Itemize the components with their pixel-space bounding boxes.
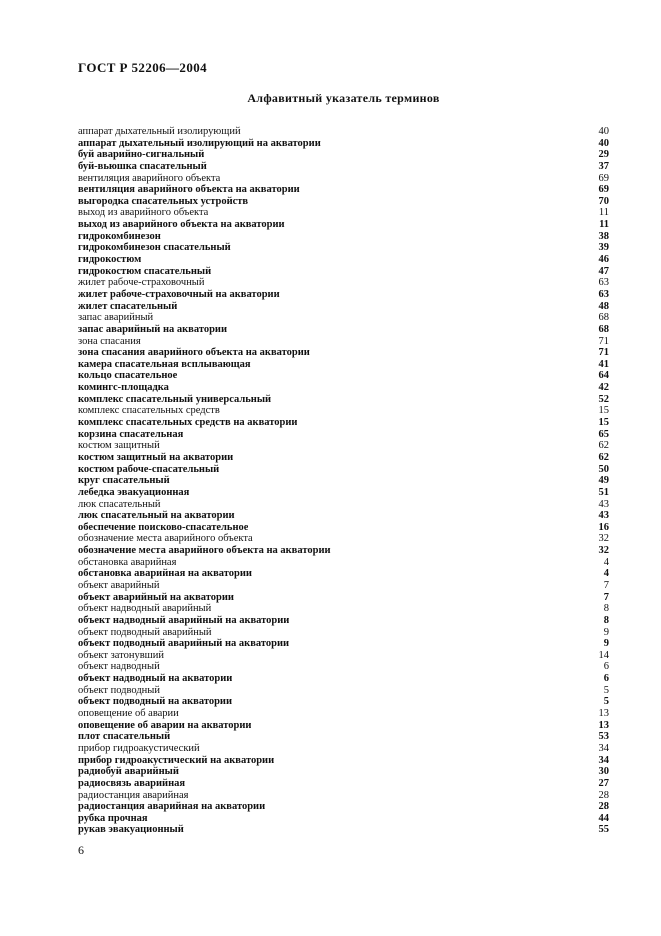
index-page-number: 62 — [598, 440, 609, 452]
index-entry-row — [78, 743, 609, 755]
index-term: обстановка аварийная на акватории — [78, 568, 252, 580]
index-term: объект аварийный — [78, 579, 160, 591]
index-entry-row — [78, 813, 609, 825]
index-page-number: 68 — [598, 312, 609, 324]
index-term: вентиляция аварийного объекта — [78, 172, 221, 184]
index-page-number: 69 — [598, 184, 609, 196]
index-term: прибор гидроакустический — [78, 742, 200, 754]
index-page-number: 52 — [598, 393, 609, 405]
index-term: радиобуй аварийный — [78, 766, 179, 778]
index-term: костюм рабоче-спасательный — [78, 463, 220, 475]
index-entry-row — [78, 301, 609, 313]
index-page-number: 46 — [598, 254, 609, 266]
index-entry-row — [78, 196, 609, 208]
index-page-number: 28 — [598, 789, 609, 801]
index-entry-row — [78, 312, 609, 324]
index-term: рукав эвакуационный — [78, 824, 184, 836]
index-page-number: 29 — [598, 149, 609, 161]
index-term: жилет спасательный — [78, 300, 178, 312]
index-page-number: 4 — [603, 556, 609, 568]
index-term: камера спасательная всплывающая — [78, 358, 251, 370]
index-page-number: 71 — [598, 347, 609, 359]
index-entry-row — [78, 289, 609, 301]
index-term: прибор гидроакустический на акватории — [78, 754, 275, 766]
index-entry-row — [78, 242, 609, 254]
index-entry-row — [78, 347, 609, 359]
index-term: оповещение об аварии — [78, 708, 179, 720]
index-page-number: 11 — [599, 219, 609, 231]
index-term: люк спасательный — [78, 498, 161, 510]
index-entry-row — [78, 126, 609, 138]
index-term: объект затонувший — [78, 649, 164, 661]
index-entry-row — [78, 568, 609, 580]
index-entry-row — [78, 266, 609, 278]
index-entry-row — [78, 138, 609, 150]
index-page-number: 38 — [598, 230, 609, 242]
index-entry-row — [78, 790, 609, 802]
index-term: жилет рабоче-страховочный — [78, 277, 205, 289]
index-term: гидрокостюм спасательный — [78, 265, 212, 277]
index-term: объект подводный аварийный на акватории — [78, 638, 290, 650]
index-term: объект подводный на акватории — [78, 696, 233, 708]
index-entry-row — [78, 661, 609, 673]
index-page-number: 32 — [598, 533, 609, 545]
index-entry-row — [78, 429, 609, 441]
index-entry-row — [78, 277, 609, 289]
index-term: буй аварийно-сигнальный — [78, 149, 205, 161]
index-page-number: 50 — [598, 463, 609, 475]
index-entry-row — [78, 487, 609, 499]
index-page-number: 43 — [598, 510, 609, 522]
index-page-number: 7 — [603, 579, 609, 591]
index-entry-row — [78, 499, 609, 511]
index-term: корзина спасательная — [78, 428, 184, 440]
index-entry-row — [78, 557, 609, 569]
index-term: объект аварийный на акватории — [78, 591, 234, 603]
index-page-number: 5 — [603, 696, 609, 708]
index-page-number: 6 — [603, 673, 609, 685]
index-page-number: 8 — [603, 603, 609, 615]
index-page-number: 41 — [598, 358, 609, 370]
index-term: радиостанция аварийная — [78, 789, 189, 801]
index-term: выход из аварийного объекта — [78, 207, 209, 219]
index-entry-row — [78, 685, 609, 697]
index-page-number: 70 — [598, 195, 609, 207]
index-page-number: 4 — [603, 568, 609, 580]
index-list — [78, 126, 609, 836]
index-term: плот спасательный — [78, 731, 171, 743]
page-number: 6 — [78, 843, 84, 857]
index-page-number: 13 — [598, 708, 609, 720]
index-term: жилет рабоче-страховочный на акватории — [78, 288, 280, 300]
index-entry-row — [78, 464, 609, 476]
index-entry-row — [78, 673, 609, 685]
index-term: радиостанция аварийная на акватории — [78, 801, 266, 813]
index-page-number: 9 — [603, 638, 609, 650]
index-term: обозначение места аварийного объекта — [78, 533, 253, 545]
index-entry-row — [78, 231, 609, 243]
index-entry-row — [78, 161, 609, 173]
index-page-number: 65 — [598, 428, 609, 440]
index-page-number: 34 — [598, 754, 609, 766]
index-entry-row — [78, 440, 609, 452]
index-entry-row — [78, 405, 609, 417]
index-page-number: 40 — [598, 137, 609, 149]
index-page-number: 55 — [598, 824, 609, 836]
index-term: обозначение места аварийного объекта на акватории — [78, 545, 331, 557]
index-term: выход из аварийного объекта на акватории — [78, 219, 285, 231]
index-page-number: 69 — [598, 172, 609, 184]
index-entry-row — [78, 417, 609, 429]
index-page-number: 11 — [598, 207, 609, 219]
index-term: аппарат дыхательный изолирующий — [78, 126, 241, 137]
index-page-number: 47 — [598, 265, 609, 277]
index-term: люк спасательный на акватории — [78, 510, 235, 522]
index-entry-row — [78, 801, 609, 813]
index-page-number: 27 — [598, 777, 609, 789]
index-page-number: 44 — [598, 812, 609, 824]
index-entry-row — [78, 650, 609, 662]
index-term: аппарат дыхательный изолирующий на акватории — [78, 137, 321, 149]
index-entry-row — [78, 696, 609, 708]
index-entry-row — [78, 638, 609, 650]
index-page-number: 42 — [598, 382, 609, 394]
index-term: комплекс спасательный универсальный — [78, 393, 272, 405]
index-entry-row — [78, 475, 609, 487]
index-entry-row — [78, 219, 609, 231]
index-entry-row — [78, 615, 609, 627]
index-term: кольцо спасательное — [78, 370, 178, 382]
index-page-number: 13 — [598, 719, 609, 731]
index-entry-row — [78, 720, 609, 732]
index-entry-row — [78, 766, 609, 778]
index-entry-row — [78, 207, 609, 219]
document-number: ГОСТ Р 52206—2004 — [78, 60, 208, 75]
index-page-number: 39 — [598, 242, 609, 254]
index-term: объект надводный — [78, 661, 160, 673]
index-entry-row — [78, 149, 609, 161]
index-page-number: 34 — [598, 742, 609, 754]
index-page-number: 14 — [598, 649, 609, 661]
index-page-number: 62 — [598, 451, 609, 463]
index-entry-row — [78, 324, 609, 336]
index-term: гидрокомбинезон спасательный — [78, 242, 231, 254]
index-entry-row — [78, 580, 609, 592]
index-page-number: 16 — [598, 521, 609, 533]
index-term: объект надводный на акватории — [78, 673, 233, 685]
index-page-number: 63 — [598, 277, 609, 289]
index-term: зона спасания — [78, 335, 141, 347]
index-entry-row — [78, 382, 609, 394]
index-entry-row — [78, 173, 609, 185]
index-page-number: 28 — [598, 801, 609, 813]
index-entry-row — [78, 370, 609, 382]
index-page-number: 40 — [598, 126, 609, 137]
index-entry-row — [78, 592, 609, 604]
index-entry-row — [78, 778, 609, 790]
index-term: лебедка эвакуационная — [78, 486, 190, 498]
index-term: комплекс спасательных средств на акватории — [78, 417, 298, 429]
index-term: комплекс спасательных средств — [78, 405, 220, 417]
index-page-number: 7 — [603, 591, 609, 603]
index-page-number: 43 — [598, 498, 609, 510]
index-page-number: 15 — [598, 405, 609, 417]
index-entry-row — [78, 545, 609, 557]
index-page-number: 63 — [598, 288, 609, 300]
index-term: комингс-площадка — [78, 382, 169, 394]
index-page-number: 51 — [598, 486, 609, 498]
index-page-number: 9 — [603, 626, 609, 638]
index-term: рубка прочная — [78, 812, 148, 824]
index-term: радиосвязь аварийная — [78, 777, 186, 789]
index-entry-row — [78, 510, 609, 522]
index-entry-row — [78, 184, 609, 196]
index-page-number: 64 — [598, 370, 609, 382]
index-page-number: 53 — [598, 731, 609, 743]
index-term: буй-вьюшка спасательный — [78, 160, 207, 172]
index-entry-row — [78, 336, 609, 348]
index-page-number: 32 — [598, 545, 609, 557]
index-term: выгородка спасательных устройств — [78, 195, 249, 207]
index-term: костюм защитный — [78, 440, 160, 452]
index-entry-row — [78, 394, 609, 406]
index-term: обеспечение поисково-спасательное — [78, 521, 249, 533]
index-page-number: 49 — [598, 475, 609, 487]
index-entry-row — [78, 533, 609, 545]
index-term: объект надводный аварийный — [78, 603, 212, 615]
index-term: объект подводный аварийный — [78, 626, 212, 638]
index-term: запас аварийный — [78, 312, 154, 324]
index-page-number: 68 — [598, 323, 609, 335]
index-page-number: 5 — [603, 684, 609, 696]
index-page-number: 8 — [603, 614, 609, 626]
index-term: костюм защитный на акватории — [78, 451, 234, 463]
index-page-number: 30 — [598, 766, 609, 778]
index-term: оповещение об аварии на акватории — [78, 719, 252, 731]
index-term: вентиляция аварийного объекта на акватории — [78, 184, 300, 196]
index-page-number: 71 — [598, 335, 609, 347]
page-title: Алфавитный указатель терминов — [247, 91, 440, 105]
index-term: гидрокомбинезон — [78, 230, 161, 242]
index-entry-row — [78, 254, 609, 266]
index-entry-row — [78, 824, 609, 836]
index-page-number: 37 — [598, 160, 609, 172]
index-term: объект подводный — [78, 684, 160, 696]
index-entry-row — [78, 731, 609, 743]
index-term: запас аварийный на акватории — [78, 323, 228, 335]
index-term: обстановка аварийная — [78, 556, 177, 568]
index-term: объект надводный аварийный на акватории — [78, 614, 290, 626]
index-entry-row — [78, 627, 609, 639]
index-page-number: 6 — [603, 661, 609, 673]
index-term: гидрокостюм — [78, 254, 142, 266]
index-term: зона спасания аварийного объекта на акватории — [78, 347, 310, 359]
index-entry-row — [78, 452, 609, 464]
index-page-number: 48 — [598, 300, 609, 312]
index-term: круг спасательный — [78, 475, 170, 487]
index-entry-row — [78, 708, 609, 720]
index-entry-row — [78, 522, 609, 534]
index-page-number: 15 — [598, 417, 609, 429]
index-entry-row — [78, 755, 609, 767]
index-entry-row — [78, 359, 609, 371]
index-entry-row — [78, 603, 609, 615]
